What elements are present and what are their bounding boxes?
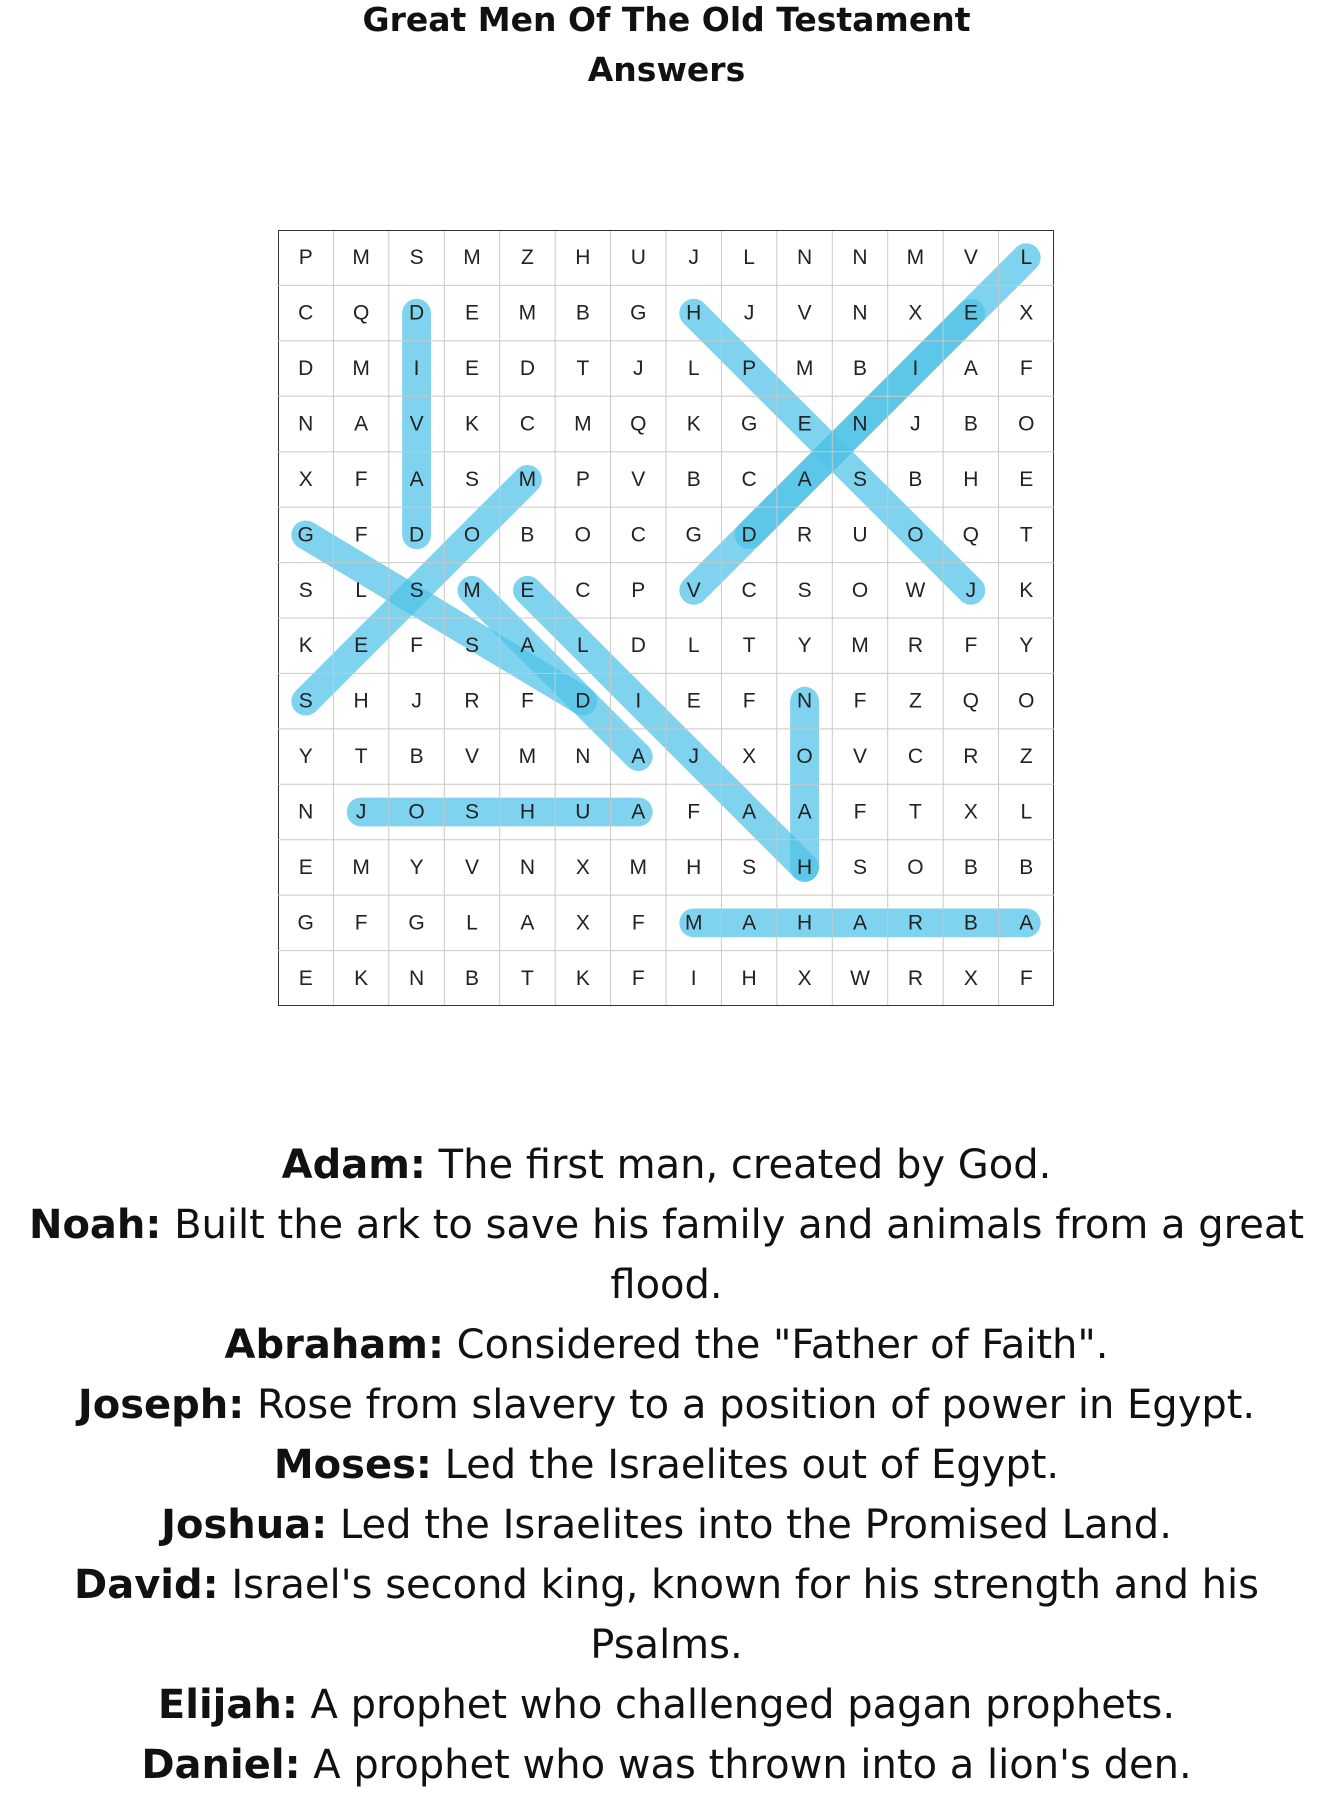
grid-letter: C	[741, 578, 757, 602]
grid-letter: Y	[298, 745, 313, 769]
grid-letter: P	[298, 246, 313, 270]
grid-letter: R	[963, 745, 979, 769]
grid-letter: L	[1020, 246, 1033, 270]
grid-letter: G	[297, 523, 314, 547]
grid-letter: H	[963, 467, 979, 491]
grid-letter: G	[408, 911, 425, 935]
grid-letter: P	[631, 578, 646, 602]
grid-letter: M	[684, 911, 703, 935]
clue-elijah	[0, 1675, 1333, 1735]
grid-letter: A	[409, 467, 424, 491]
grid-letter: B	[686, 467, 701, 491]
grid-letter: A	[742, 800, 757, 824]
grid-letter: A	[354, 412, 369, 436]
grid-letter: O	[907, 855, 924, 879]
grid-letter: Z	[521, 246, 534, 270]
grid-letter: S	[298, 578, 313, 602]
clue-joseph	[0, 1375, 1333, 1435]
grid-letter: L	[743, 246, 755, 270]
grid-letter: V	[464, 745, 480, 769]
clue-david	[0, 1555, 1333, 1675]
grid-letter: W	[850, 966, 870, 990]
grid-letter: H	[519, 800, 536, 824]
grid-letter: V	[963, 246, 978, 270]
grid-letter: Q	[962, 523, 980, 547]
grid-letter: J	[355, 800, 367, 824]
grid-letter: B	[852, 357, 868, 381]
clue-text: Led the Israelites into the Promised Land.	[327, 1502, 1172, 1548]
grid-letter: F	[521, 689, 534, 713]
grid-letter: R	[464, 689, 480, 713]
grid-letter: H	[741, 966, 757, 990]
grid-letter: S	[742, 855, 757, 879]
grid-letter: X	[908, 301, 923, 325]
grid-letter: I	[690, 966, 697, 990]
grid-letter: F	[1019, 357, 1033, 381]
page-subtitle: Answers	[587, 50, 746, 89]
grid-letter: F	[964, 634, 978, 658]
grid-letter: E	[520, 578, 535, 602]
grid-letter: E	[1019, 467, 1034, 491]
grid-letter: T	[354, 745, 368, 769]
clue-name: Elijah:	[157, 1682, 298, 1728]
grid-letter: X	[963, 966, 978, 990]
clue-moses	[0, 1435, 1333, 1495]
grid-letter: D	[630, 634, 646, 658]
grid-letter: O	[463, 523, 481, 547]
grid-letter: A	[520, 634, 535, 658]
grid-letter: T	[1019, 523, 1033, 547]
grid-letter: K	[464, 412, 480, 436]
grid-letter: C	[741, 467, 757, 491]
grid-letter: N	[408, 966, 425, 990]
grid-letter: O	[574, 523, 592, 547]
grid-letter: S	[797, 578, 812, 602]
grid-letter: X	[963, 800, 978, 824]
grid-letter: H	[353, 689, 369, 713]
grid-letter: T	[909, 800, 922, 824]
grid-letter: K	[298, 634, 313, 658]
grid-letter: O	[1018, 412, 1035, 436]
grid-letter: T	[576, 357, 590, 381]
grid-letter: F	[410, 634, 423, 658]
grid-letter: Q	[630, 412, 647, 436]
grid-letter: D	[298, 357, 314, 381]
clue-joshua	[0, 1495, 1333, 1555]
grid-letter: C	[907, 745, 924, 769]
grid-letter: V	[409, 412, 424, 436]
clue-text: Israel's second king, known for his strength and his Psalms.	[218, 1562, 1259, 1668]
clue-name: Joshua:	[161, 1502, 328, 1548]
grid-letter: N	[852, 246, 868, 270]
grid-letter: F	[687, 800, 701, 824]
clue-text: The first man, created by God.	[425, 1142, 1052, 1188]
grid-letter: R	[796, 523, 813, 547]
grid-letter: M	[906, 246, 925, 270]
grid-letter: F	[853, 689, 867, 713]
grid-letter: E	[354, 634, 369, 658]
clue-name: David:	[74, 1562, 219, 1608]
clue-daniel	[0, 1735, 1333, 1795]
grid-letter: A	[742, 911, 757, 935]
grid-letter: X	[742, 745, 757, 769]
grid-letter: I	[912, 357, 919, 381]
grid-letter: J	[910, 412, 921, 436]
grid-letter: L	[687, 634, 700, 658]
grid-letter: D	[408, 301, 425, 325]
grid-letter: B	[520, 523, 535, 547]
grid-letter: C	[519, 412, 536, 436]
clue-name: Moses:	[273, 1442, 432, 1488]
clue-name: Abraham:	[224, 1322, 444, 1368]
grid-letter: Z	[909, 689, 922, 713]
grid-letter: H	[796, 911, 813, 935]
grid-letter: L	[577, 634, 589, 658]
grid-letter: X	[797, 966, 812, 990]
grid-letter: M	[463, 578, 481, 602]
grid-letter: M	[352, 357, 370, 381]
grid-letter: V	[631, 467, 646, 491]
grid-letter: M	[518, 745, 537, 769]
grid-letter: N	[519, 855, 536, 879]
grid-letter: E	[298, 855, 313, 879]
grid-letter: S	[409, 246, 424, 270]
grid-letter: N	[298, 800, 314, 824]
grid-letter: U	[575, 800, 591, 824]
grid-letter: U	[630, 246, 646, 270]
grid-letter: S	[298, 689, 313, 713]
grid-letter: G	[740, 412, 758, 436]
grid-letter: K	[575, 966, 590, 990]
grid-letter: A	[631, 745, 646, 769]
grid-letter: M	[463, 246, 481, 270]
grid-letter: L	[466, 911, 478, 935]
grid-letter: L	[1020, 800, 1033, 824]
clue-text: A prophet who was thrown into a lion's den.	[300, 1742, 1192, 1788]
grid-letter: M	[795, 357, 814, 381]
grid-letter: F	[631, 911, 645, 935]
grid-letter: Y	[1019, 634, 1034, 658]
grid-letter: B	[575, 301, 590, 325]
grid-letter: H	[686, 855, 702, 879]
clue-name: Joseph:	[77, 1382, 245, 1428]
grid-letter: M	[574, 412, 592, 436]
grid-letter: D	[408, 523, 425, 547]
grid-letter: F	[631, 966, 645, 990]
grid-letter: J	[743, 301, 755, 325]
clue-name: Adam:	[281, 1142, 426, 1188]
grid-letter: B	[409, 745, 424, 769]
grid-letter: X	[575, 911, 590, 935]
grid-letter: P	[575, 467, 590, 491]
grid-letter: L	[355, 578, 367, 602]
grid-letter: C	[575, 578, 591, 602]
grid-letter: M	[518, 301, 537, 325]
grid-letter: A	[1019, 911, 1034, 935]
grid-letter: E	[464, 357, 480, 381]
grid-letter: S	[852, 467, 868, 491]
grid-letter: H	[575, 246, 591, 270]
grid-letter: R	[907, 634, 924, 658]
grid-letter: L	[687, 357, 700, 381]
grid-letter: T	[521, 966, 534, 990]
grid-letter: Y	[409, 855, 424, 879]
grid-letter: V	[797, 301, 812, 325]
grid-letter: O	[408, 800, 425, 824]
grid-letter: R	[907, 911, 924, 935]
clue-text: A prophet who challenged pagan prophets.	[297, 1682, 1176, 1728]
page-title: Great Men Of The Old Testament	[362, 0, 971, 39]
word-search-grid	[278, 230, 1054, 1006]
grid-letter: E	[464, 301, 480, 325]
grid-letter: A	[852, 911, 868, 935]
grid-letter: S	[852, 855, 868, 879]
grid-letter: W	[905, 578, 926, 602]
grid-letter: Z	[1019, 745, 1033, 769]
grid-letter: E	[797, 412, 812, 436]
grid-letter: A	[797, 467, 812, 491]
grid-letter: O	[907, 523, 924, 547]
grid-letter: N	[852, 301, 868, 325]
grid-letter: O	[851, 578, 869, 602]
grid-letter: H	[686, 301, 702, 325]
grid-letter: R	[907, 966, 924, 990]
grid-letter: G	[630, 301, 647, 325]
grid-letter: F	[1019, 966, 1033, 990]
word-search-svg	[278, 230, 1054, 1006]
grid-letter: G	[685, 523, 702, 547]
grid-letter: N	[575, 745, 591, 769]
grid-letter: M	[629, 855, 648, 879]
grid-letter: A	[963, 357, 978, 381]
grid-letter: E	[298, 966, 313, 990]
grid-letter: B	[464, 966, 480, 990]
grid-letter: S	[409, 578, 424, 602]
grid-letter: D	[575, 689, 591, 713]
clue-text: Led the Israelites out of Egypt.	[431, 1442, 1060, 1488]
grid-letter: J	[688, 246, 699, 270]
grid-letter: O	[1018, 689, 1035, 713]
grid-letter: V	[852, 745, 868, 769]
clue-text: Built the ark to save his family and animals from a great flood.	[161, 1202, 1305, 1308]
grid-letter: M	[352, 246, 370, 270]
grid-letter: J	[688, 745, 699, 769]
grid-letter: Y	[797, 634, 812, 658]
grid-letter: I	[635, 689, 642, 713]
grid-letter: S	[464, 800, 480, 824]
grid-letter: M	[352, 855, 370, 879]
grid-letter: B	[908, 467, 923, 491]
grid-letter: H	[796, 855, 813, 879]
grid-letter: M	[851, 634, 869, 658]
grid-letter: Q	[352, 301, 370, 325]
grid-letter: M	[518, 467, 537, 491]
clue-text: Considered the "Father of Faith".	[443, 1322, 1109, 1368]
grid-letter: K	[354, 966, 369, 990]
grid-letter: F	[742, 689, 756, 713]
grid-letter: J	[965, 578, 977, 602]
grid-letter: F	[853, 800, 867, 824]
grid-letter: B	[963, 855, 978, 879]
grid-letter: D	[741, 523, 757, 547]
grid-letter: N	[852, 412, 868, 436]
grid-letter: X	[298, 467, 313, 491]
grid-letter: X	[575, 855, 590, 879]
grid-letter: C	[298, 301, 314, 325]
grid-letter: N	[796, 689, 813, 713]
grid-letter: S	[464, 634, 480, 658]
grid-letter: K	[1019, 578, 1034, 602]
grid-letter: F	[354, 911, 368, 935]
clue-adam	[0, 1135, 1333, 1195]
clue-abraham	[0, 1315, 1333, 1375]
grid-letter: C	[630, 523, 646, 547]
grid-letter: B	[963, 911, 978, 935]
grid-letter: A	[797, 800, 812, 824]
grid-letter: B	[1019, 855, 1034, 879]
grid-letter: A	[631, 800, 646, 824]
grid-letter: D	[519, 357, 536, 381]
grid-letter: X	[1019, 301, 1034, 325]
grid-letter: N	[796, 246, 813, 270]
grid-letter: J	[633, 357, 644, 381]
grid-letter: F	[354, 523, 368, 547]
grid-letter: S	[464, 467, 480, 491]
grid-letter: N	[298, 412, 314, 436]
clue-text: Rose from slavery to a position of power in Egypt.	[244, 1382, 1256, 1428]
grid-letter: F	[354, 467, 368, 491]
grid-letter: Q	[962, 689, 980, 713]
grid-letter: E	[686, 689, 701, 713]
grid-letter: K	[686, 412, 701, 436]
clue-name: Noah:	[28, 1202, 162, 1248]
grid-letter: I	[413, 357, 420, 381]
clue-name: Daniel:	[141, 1742, 301, 1788]
grid-letter: B	[963, 412, 978, 436]
clue-list	[0, 1135, 1333, 1795]
grid-letter: V	[686, 578, 701, 602]
grid-letter: P	[742, 357, 757, 381]
grid-letter: A	[520, 911, 535, 935]
grid-letter: T	[742, 634, 756, 658]
grid-letter: U	[852, 523, 868, 547]
grid-letter: J	[411, 689, 422, 713]
grid-letter: E	[963, 301, 978, 325]
grid-letter: O	[796, 745, 813, 769]
grid-letter: G	[297, 911, 314, 935]
clue-noah	[0, 1195, 1333, 1315]
grid-letter: V	[464, 855, 480, 879]
